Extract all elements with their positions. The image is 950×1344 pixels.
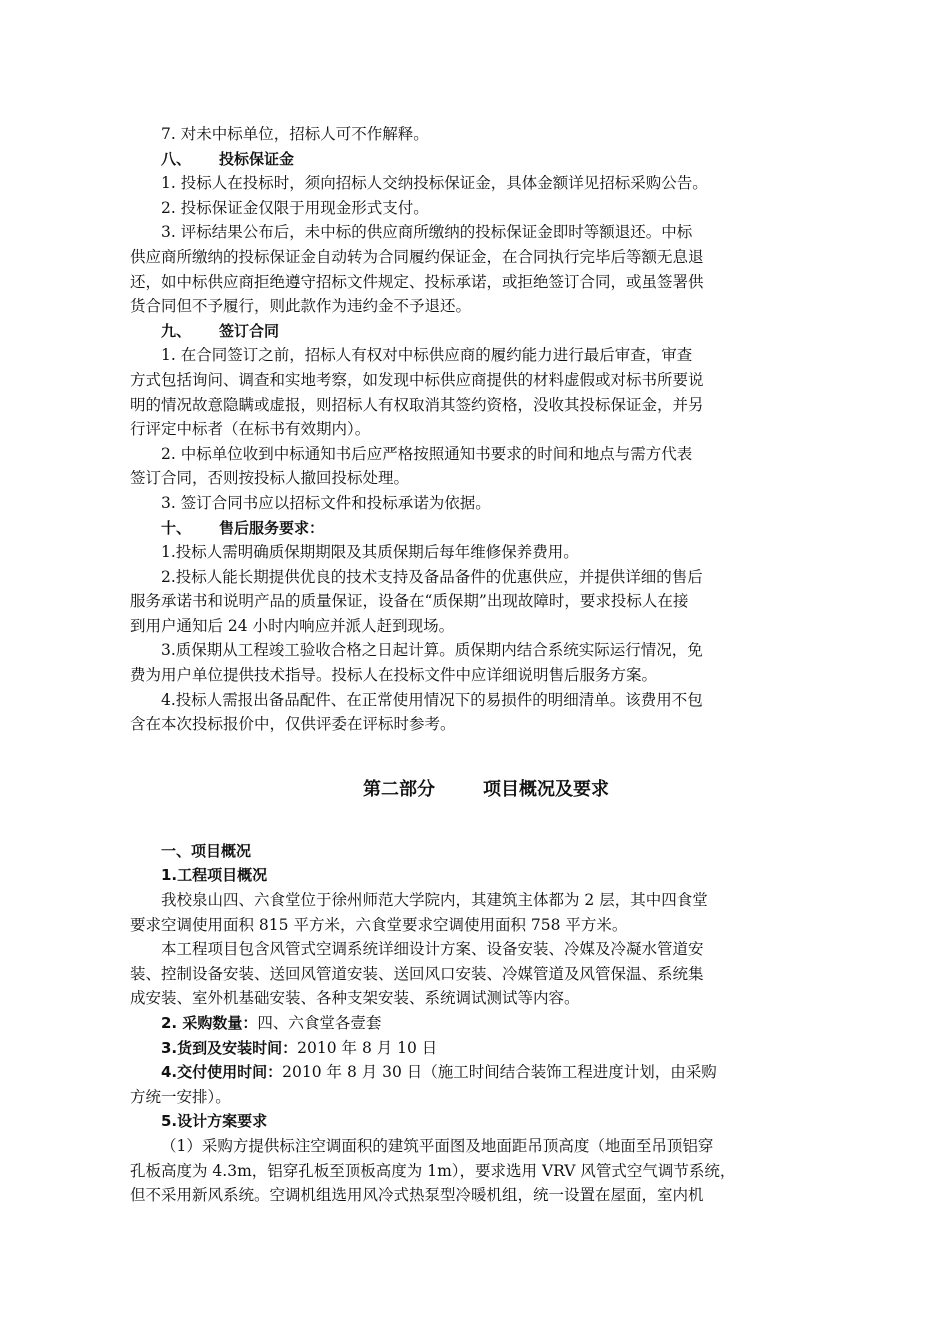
paragraph-line: 方统一安排）。 (130, 1087, 231, 1106)
paragraph-line: 1. 在合同签订之前，招标人有权对中标供应商的履约能力进行最后审查，审查 (161, 346, 693, 365)
part-title (130, 775, 842, 805)
section-title: 售后服务要求： (219, 518, 325, 537)
paragraph-line: 4.投标人需报出备品配件、在正常使用情况下的易损件的明细清单。该费用不包 (161, 690, 703, 709)
paragraph-line: 2. 中标单位收到中标通知书后应严格按照通知书要求的时间和地点与需方代表 (161, 444, 693, 463)
subsection-heading: 1.工程项目概况 (161, 866, 268, 885)
paragraph-line: 孔板高度为 4.3m，铝穿孔板至顶板高度为 1m），要求选用 VRV 风管式空气调节系统， (130, 1161, 736, 1180)
handover-label: 4.交付使用时间： (161, 1063, 283, 1082)
delivery-label: 3.货到及安装时间： (161, 1038, 298, 1057)
quantity-line (130, 1011, 842, 1036)
section-heading (130, 147, 842, 172)
paragraph-line: 2.投标人能长期提供优良的技术支持及备品备件的优惠供应，并提供详细的售后 (161, 567, 703, 586)
paragraph-line: 3.质保期从工程竣工验收合格之日起计算。质保期内结合系统实际运行情况，免 (161, 641, 703, 660)
paragraph-line: 3. 评标结果公布后，未中标的供应商所缴纳的投标保证金即时等额退还。中标 (161, 223, 693, 242)
paragraph-line: 我校泉山四、六食堂位于徐州师范大学院内，其建筑主体都为 2 层，其中四食堂 (161, 891, 708, 910)
section-title: 投标保证金 (219, 149, 295, 168)
section-title: 签订合同 (219, 321, 280, 340)
paragraph-line: 签订合同，否则按投标人撤回投标处理。 (130, 469, 410, 488)
paragraph-line: 成安装、室外机基础安装、各种支架安装、系统调试测试等内容。 (130, 989, 580, 1008)
section-number: 九、 (161, 321, 192, 340)
paragraph-line: 方式包括询问、调查和实地考察，如发现中标供应商提供的材料虚假或对标书所要说 (130, 370, 704, 389)
part-label: 第二部分 (363, 778, 435, 800)
paragraph-line: 装、控制设备安装、送回风管道安装、送回风口安装、冷媒管道及风管保温、系统集 (130, 964, 704, 983)
handover-line (130, 1060, 842, 1085)
quantity-label: 2. 采购数量： (161, 1014, 258, 1032)
paragraph-line: 含在本次投标报价中，仅供评委在评标时参考。 (130, 715, 456, 734)
subsection-heading: 5.设计方案要求 (161, 1112, 268, 1131)
paragraph-line: 明的情况故意隐瞒或虚报，则招标人有权取消其签约资格，没收其投标保证金，并另 (130, 395, 704, 414)
paragraph: 2. 投标保证金仅限于用现金形式支付。 (161, 198, 429, 217)
section-heading (130, 516, 842, 541)
section-heading: 一、项目概况 (161, 841, 252, 860)
handover-value: 2010 年 8 月 30 日（施工时间结合装饰工程进度计划，由采购 (282, 1063, 717, 1082)
paragraph-line: （1）采购方提供标注空调面积的建筑平面图及地面距吊顶高度（地面至吊顶铝穿 (161, 1136, 714, 1155)
paragraph: 1.投标人需明确质保期期限及其质保期后每年维修保养费用。 (161, 543, 579, 562)
section-number: 八、 (161, 149, 192, 168)
delivery-line (130, 1036, 842, 1061)
quantity-value: 四、六食堂各壹套 (257, 1014, 382, 1032)
paragraph-line: 供应商所缴纳的投标保证金自动转为合同履约保证金，在合同执行完毕后等额无息退 (130, 247, 704, 266)
paragraph-line: 但不采用新风系统。空调机组选用风冷式热泵型冷暖机组，统一设置在屋面，室内机 (130, 1186, 704, 1205)
paragraph: 1. 投标人在投标时，须向招标人交纳投标保证金，具体金额详见招标采购公告。 (161, 174, 708, 193)
paragraph-line: 还，如中标供应商拒绝遵守招标文件规定、投标承诺，或拒绝签订合同，或虽签署供 (130, 272, 704, 291)
delivery-value: 2010 年 8 月 10 日 (297, 1038, 438, 1057)
paragraph-line: 服务承诺书和说明产品的质量保证，设备在“质保期”出现故障时，要求投标人在接 (130, 592, 689, 611)
document-page (130, 122, 842, 1208)
paragraph-line: 货合同但不予履行，则此款作为违约金不予退还。 (130, 297, 472, 316)
paragraph-line: 费为用户单位提供技术指导。投标人在投标文件中应详细说明售后服务方案。 (130, 666, 658, 685)
section-number: 十、 (161, 518, 192, 537)
paragraph-line: 到用户通知后 24 小时内响应并派人赶到现场。 (130, 616, 455, 635)
paragraph: 3. 签订合同书应以招标文件和投标承诺为依据。 (161, 493, 491, 512)
section-heading (130, 319, 842, 344)
part-heading: 项目概况及要求 (483, 778, 609, 800)
paragraph: 7. 对未中标单位，招标人可不作解释。 (161, 125, 429, 143)
paragraph-line: 本工程项目包含风管式空调系统详细设计方案、设备安装、冷媒及冷凝水管道安 (161, 940, 704, 959)
paragraph-line: 要求空调使用面积 815 平方米，六食堂要求空调使用面积 758 平方米。 (130, 915, 628, 934)
paragraph-line: 行评定中标者（在标书有效期内）。 (130, 420, 371, 439)
